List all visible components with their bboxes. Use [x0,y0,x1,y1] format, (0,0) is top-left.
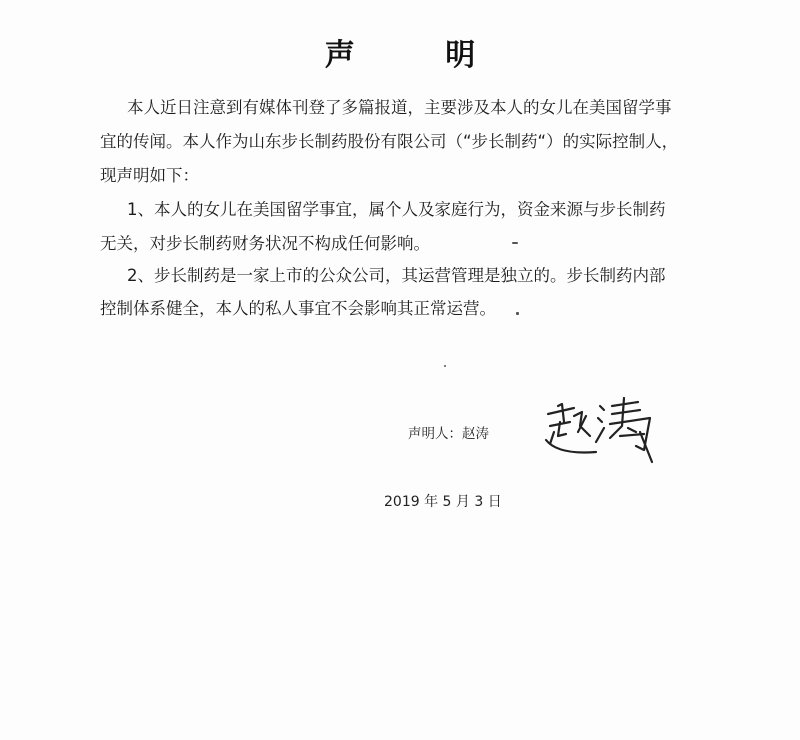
statement-line-4: 1、本人的女儿在美国留学事宜，属个人及家庭行为，资金来源与步长制药 [127,200,666,219]
signer-label: 声明人：赵涛 [408,426,489,442]
scan-speck [516,312,519,315]
statement-line-7: 控制体系健全，本人的私人事宜不会影响其正常运营。 [100,299,496,318]
scan-speck [512,242,518,244]
document-title: 声 明 [324,38,516,73]
statement-line-6: 2、步长制药是一家上市的公众公司，其运营管理是独立的。步长制药内部 [127,266,666,285]
statement-line-5: 无关，对步长制药财务状况不构成任何影响。 [100,234,430,253]
handwritten-signature [540,392,665,472]
document-date: 2019 年 5 月 3 日 [384,494,502,510]
statement-line-1: 本人近日注意到有媒体刊登了多篇报道，主要涉及本人的女儿在美国留学事 [127,98,672,117]
scan-speck [444,365,446,367]
statement-line-3: 现声明如下： [100,166,199,185]
statement-line-2: 宜的传闻。本人作为山东步长制药股份有限公司（“步长制药“）的实际控制人， [100,132,679,151]
